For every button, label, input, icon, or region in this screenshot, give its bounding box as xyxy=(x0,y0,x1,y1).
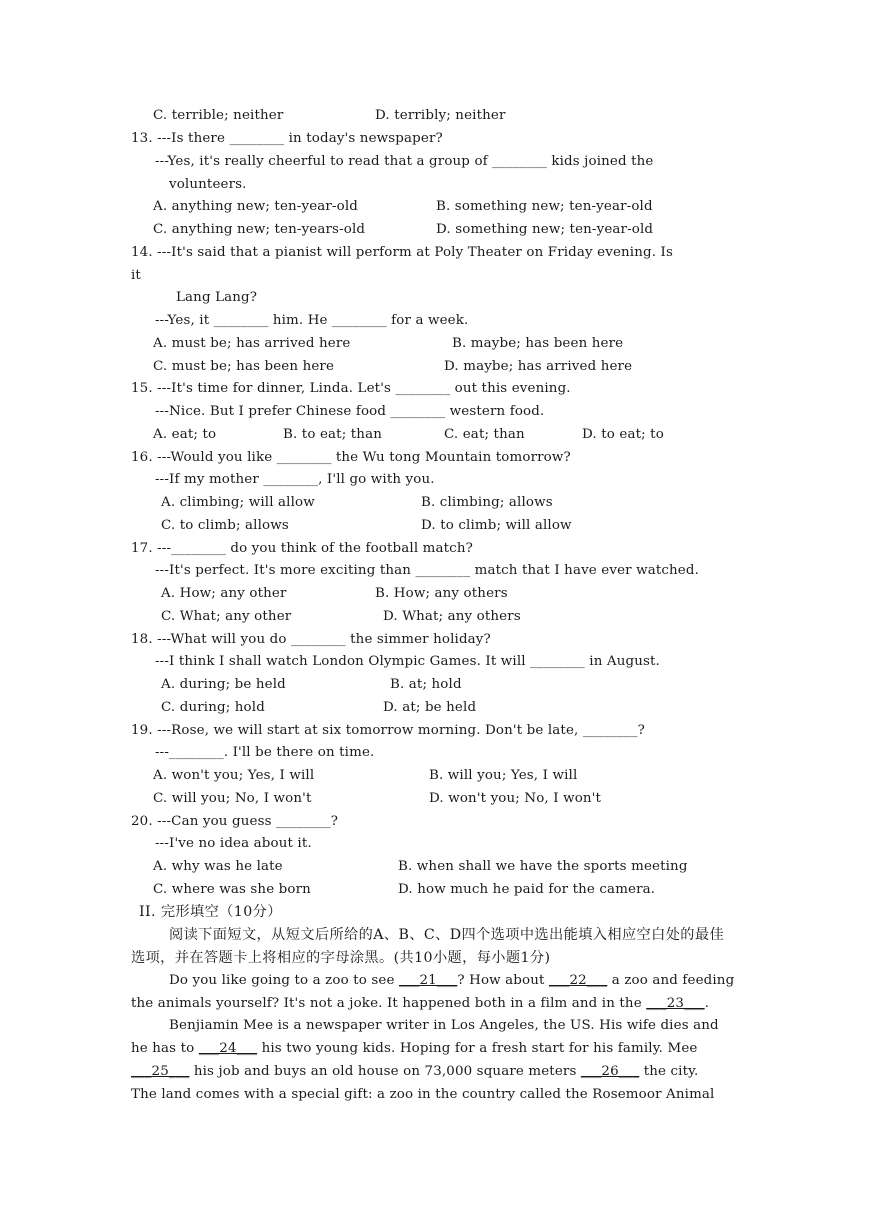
option-a-q16: A. climbing; will allow xyxy=(161,495,315,510)
blank-24: ___24___ xyxy=(198,1041,258,1056)
question-16-response: ---If my mother ________, I'll go with you. xyxy=(155,472,435,487)
option-a-q18: A. during; be held xyxy=(161,677,286,692)
question-16: 16. ---Would you like ________ the Wu tong Mountain tomorrow? xyxy=(131,450,571,465)
section-2-heading: II. 完形填空（10分） xyxy=(139,904,282,920)
blank-22: ___22___ xyxy=(548,973,608,988)
option-b-q15: B. to eat; than xyxy=(283,427,382,442)
option-c-q15: C. eat; than xyxy=(444,427,525,442)
option-a-q13: A. anything new; ten-year-old xyxy=(153,199,358,214)
passage-text: Do you like going to a zoo to see xyxy=(169,973,399,988)
option-c-q19: C. will you; No, I won't xyxy=(153,791,312,806)
passage-text: the animals yourself? It's not a joke. It happened both in a film and in the xyxy=(131,996,647,1011)
question-20: 20. ---Can you guess ________? xyxy=(131,814,339,829)
option-d-q18: D. at; be held xyxy=(383,700,477,715)
option-c-q14: C. must be; has been here xyxy=(153,359,335,374)
option-d-q14: D. maybe; has arrived here xyxy=(444,359,633,374)
option-b-q19: B. will you; Yes, I will xyxy=(429,768,578,783)
passage-line-3: Benjiamin Mee is a newspaper writer in Los Angeles, the US. His wife dies and xyxy=(169,1018,719,1033)
question-15-response: ---Nice. But I prefer Chinese food ________ western food. xyxy=(155,404,545,419)
passage-text: a zoo and feeding xyxy=(607,973,735,988)
option-b-q16: B. climbing; allows xyxy=(421,495,553,510)
passage-text: ? How about xyxy=(457,973,549,988)
question-13-response: ---Yes, it's really cheerful to read that a group of ________ kids joined the xyxy=(155,154,654,169)
blank-25: ___25___ xyxy=(131,1064,190,1079)
option-b-q18: B. at; hold xyxy=(390,677,462,692)
option-c-q18: C. during; hold xyxy=(161,700,265,715)
blank-21: ___21___ xyxy=(398,973,458,988)
option-b-q20: B. when shall we have the sports meeting xyxy=(398,859,688,874)
option-b-q14: B. maybe; has been here xyxy=(452,336,624,351)
question-15: 15. ---It's time for dinner, Linda. Let's ________ out this evening. xyxy=(131,381,571,396)
passage-line-6: The land comes with a special gift: a zoo in the country called the Rosemoor Animal xyxy=(131,1087,715,1102)
question-14-response: ---Yes, it ________ him. He ________ for a week. xyxy=(155,313,469,328)
option-a-q15: A. eat; to xyxy=(153,427,217,442)
question-13: 13. ---Is there ________ in today's newspaper? xyxy=(131,131,443,146)
option-c-q20: C. where was she born xyxy=(153,882,311,897)
question-13-response-cont: volunteers. xyxy=(169,177,247,192)
option-a-q19: A. won't you; Yes, I will xyxy=(153,768,315,783)
question-17: 17. ---________ do you think of the football match? xyxy=(131,541,473,556)
instructions-line-2: 选项，并在答题卡上将相应的字母涂黑。(共10小题，每小题1分) xyxy=(131,950,551,966)
option-d-q15: D. to eat; to xyxy=(582,427,664,442)
passage-line-4 xyxy=(131,1040,697,1058)
option-d-q20: D. how much he paid for the camera. xyxy=(398,882,656,897)
question-20-response: ---I've no idea about it. xyxy=(155,836,312,851)
blank-23: ___23___ xyxy=(646,996,705,1011)
passage-line-1 xyxy=(169,972,734,990)
option-d-q17: D. What; any others xyxy=(383,609,521,624)
passage-text: the city. xyxy=(639,1064,699,1079)
passage-line-2 xyxy=(131,995,709,1013)
option-b-q13: B. something new; ten-year-old xyxy=(436,199,653,214)
option-c-q12: C. terrible; neither xyxy=(153,108,284,123)
question-18-response: ---I think I shall watch London Olympic Games. It will ________ in August. xyxy=(155,654,660,669)
question-14-wrap: it xyxy=(131,268,141,283)
question-14: 14. ---It's said that a pianist will perform at Poly Theater on Friday evening. Is xyxy=(131,245,673,260)
option-d-q19: D. won't you; No, I won't xyxy=(429,791,602,806)
passage-text: his job and buys an old house on 73,000 square meters xyxy=(189,1064,581,1079)
passage-text: . xyxy=(704,996,710,1011)
option-a-q17: A. How; any other xyxy=(161,586,287,601)
option-d-q12: D. terribly; neither xyxy=(375,108,506,123)
option-b-q17: B. How; any others xyxy=(375,586,508,601)
option-d-q16: D. to climb; will allow xyxy=(421,518,572,533)
blank-26: ___26___ xyxy=(580,1064,640,1079)
question-17-response: ---It's perfect. It's more exciting than ________ match that I have ever watched. xyxy=(155,563,700,578)
question-14-cont: Lang Lang? xyxy=(176,290,258,305)
option-c-q16: C. to climb; allows xyxy=(161,518,289,533)
question-19-response: ---________. I'll be there on time. xyxy=(155,745,375,760)
option-c-q13: C. anything new; ten-years-old xyxy=(153,222,366,237)
question-19: 19. ---Rose, we will start at six tomorrow morning. Don't be late, ________? xyxy=(131,723,645,738)
passage-line-5 xyxy=(131,1063,698,1081)
option-d-q13: D. something new; ten-year-old xyxy=(436,222,654,237)
instructions-line-1: 阅读下面短文，从短文后所给的A、B、C、D四个选项中选出能填入相应空白处的最佳 xyxy=(169,927,725,943)
question-18: 18. ---What will you do ________ the simmer holiday? xyxy=(131,632,491,647)
passage-text: he has to xyxy=(131,1041,199,1056)
option-a-q14: A. must be; has arrived here xyxy=(153,336,351,351)
option-c-q17: C. What; any other xyxy=(161,609,292,624)
passage-text: his two young kids. Hoping for a fresh start for his family. Mee xyxy=(257,1041,698,1056)
option-a-q20: A. why was he late xyxy=(153,859,283,874)
